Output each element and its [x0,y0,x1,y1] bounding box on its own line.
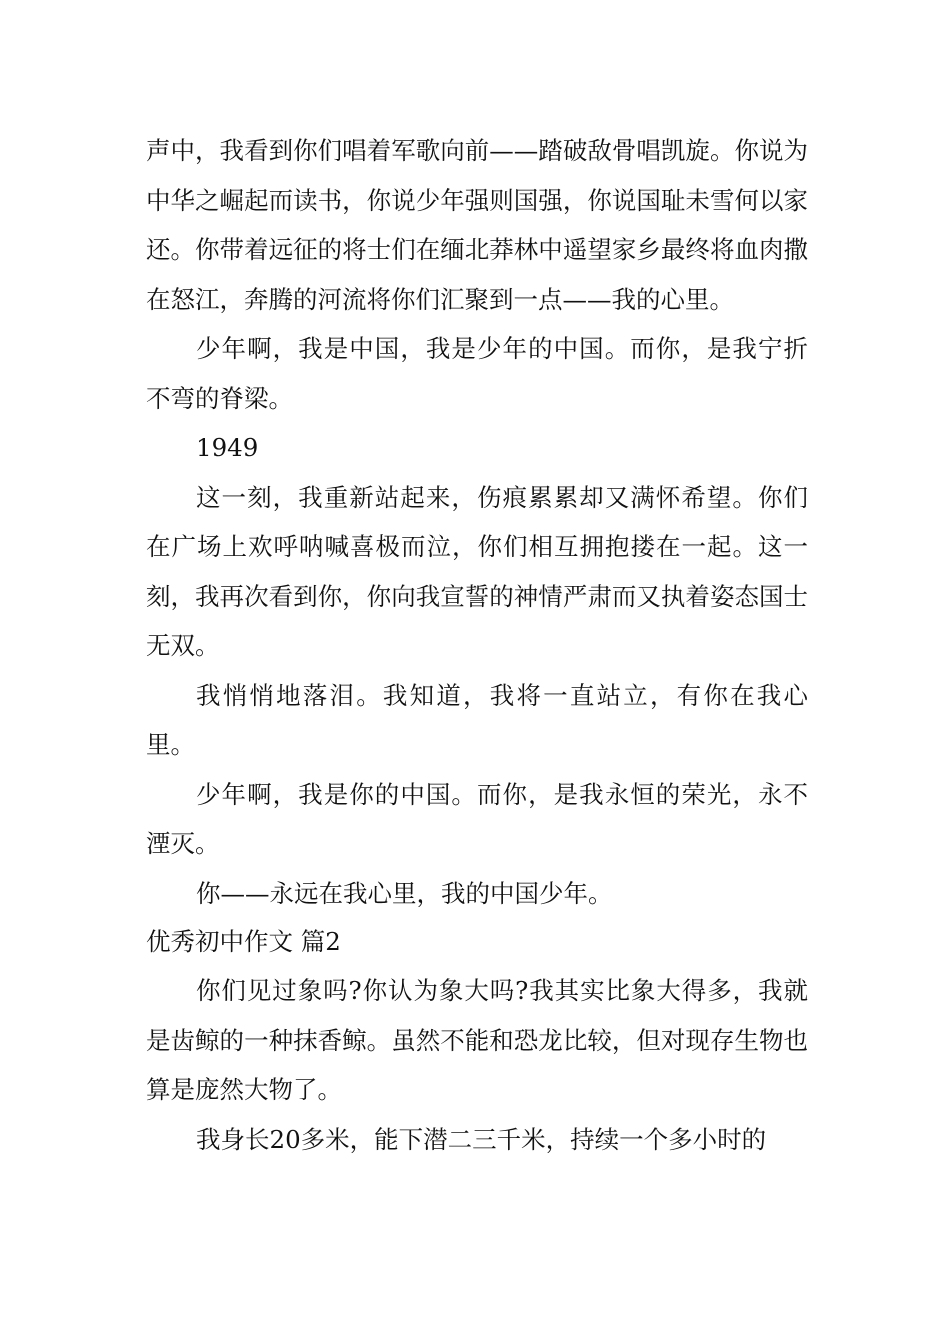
paragraph-forever: 你——永远在我心里，我的中国少年。 [196,878,613,908]
section-heading: 优秀初中作文 篇2 [146,927,341,956]
paragraph-glory: 少年啊，我是你的中国。而你，是我永恒的荣光，永不湮灭。 [146,779,808,858]
paragraph-whale-size: 我身长20多米，能下潜二三千米，持续一个多小时的 [196,1124,767,1154]
document-page [146,126,808,1164]
paragraph-this-moment: 这一刻，我重新站起来，伤痕累累却又满怀希望。你们在广场上欢呼呐喊喜极而泣，你们相互拥抱搂在一起。这一刻，我再次看到你，你向我宣誓的神情严肃而又执着姿态国士无双。 [146,482,808,660]
paragraph-year: 1949 [196,433,259,462]
paragraph-continuation: 声中，我看到你们唱着军歌向前——踏破敌骨唱凯旋。你说为中华之崛起而读书，你说少年强则国强，你说国耻未雪何以家还。你带着远征的将士们在缅北莽林中遥望家乡最终将血肉撒在怒江，奔腾的河流将你们汇聚到一点——我的心里。 [146,136,808,314]
paragraph-tears: 我悄悄地落泪。我知道，我将一直站立，有你在我心里。 [146,680,808,759]
paragraph-young-china: 少年啊，我是中国，我是少年的中国。而你，是我宁折不弯的脊梁。 [146,334,808,413]
paragraph-whale-intro: 你们见过象吗?你认为象大吗?我其实比象大得多，我就是齿鲸的一种抹香鲸。虽然不能和恐龙比较，但对现存生物也算是庞然大物了。 [146,976,808,1104]
